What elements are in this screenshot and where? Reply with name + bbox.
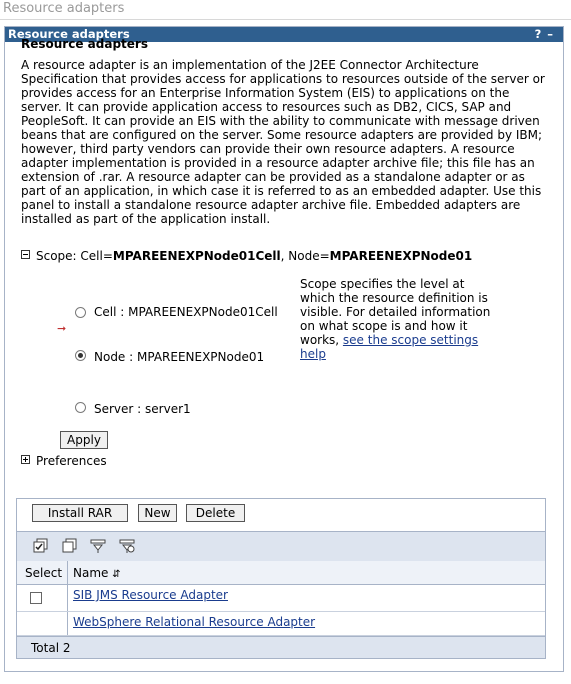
adapter-link[interactable]: SIB JMS Resource Adapter [73,588,228,602]
panel-tools [535,27,559,42]
name-column-header[interactable] [73,566,121,580]
show-filter-icon[interactable] [90,538,106,554]
delete-button[interactable]: Delete [186,504,245,522]
scope-label-cell: Cell : MPAREENEXPNode01Cell [94,305,278,319]
scope-node: MPAREENEXPNode01 [329,249,473,263]
scope-cell: MPAREENEXPNode01Cell [112,249,281,263]
table-row [17,612,545,636]
expand-preferences-icon[interactable] [21,455,30,464]
adapter-link[interactable]: WebSphere Relational Resource Adapter [73,615,316,629]
table-header-row [17,561,545,585]
row-select-checkbox[interactable] [30,592,42,604]
scope-radio-node[interactable] [75,350,86,361]
scope-summary [21,249,472,263]
help-icon[interactable]: ? [534,27,548,41]
page-title: Resource adapters [3,1,125,16]
scope-node-prefix: , Node= [280,249,330,263]
scope-settings-help-link[interactable]: see the scope settings help [300,333,479,361]
preferences-toggle[interactable] [21,454,107,468]
panel-header-title: Resource adapters [8,27,130,41]
scope-prefix: Scope: Cell= [36,249,113,263]
total-count: Total 2 [31,641,71,655]
scope-radio-cell[interactable] [75,307,86,318]
title-divider [0,19,571,20]
install-rar-button[interactable]: Install RAR [32,504,128,522]
name-column-label: Name [73,566,109,580]
collapse-scope-icon[interactable] [21,250,30,259]
new-button[interactable]: New [138,504,177,522]
preferences-label: Preferences [36,454,107,468]
sort-icon[interactable]: ⇵ [112,569,121,580]
minimize-icon[interactable]: – [547,27,559,41]
current-scope-arrow-icon: ➞ [57,322,67,335]
scope-radio-server[interactable] [75,402,86,413]
icon-toolbar [17,531,545,562]
panel-description: A resource adapter is an implementation of the J2EE Connector Architecture Specification that provides access for applications to resources outside of the server or provides access for an Enterprise Information System (EIS) to applications on the server. It can provide application access to resources such as DB2, CICS, SAP and PeopleSoft. It can provide an EIS with the ability to communicate with message driven beans that are configured on the server. Some resource adapters are provided by IBM; however, third party vendors can provide their own resource adapters. A resource adapter implementation is provided in a resource adapter archive file; this file has an extension of .rar. A resource adapter can be provided as a standalone adapter or as part of an application, in which case it is referred to as an embedded adapter. Use this panel to install a standalone resource adapter archive file. Embedded adapters are installed as part of the application install. [21,58,545,226]
select-all-icon[interactable] [33,538,49,554]
scope-help-body: Scope specifies the level at which the resource definition is visible. For detailed information on what scope is and how it works, [300,277,491,347]
clear-filter-icon[interactable] [119,538,135,554]
table-footer [17,636,545,659]
table-row [17,585,545,612]
content-heading: Resource adapters [21,37,148,51]
scope-label-node: Node : MPAREENEXPNode01 [94,350,265,364]
select-column-header: Select [25,566,63,580]
scope-label-server: Server : server1 [94,402,191,416]
apply-button[interactable]: Apply [60,431,108,449]
deselect-all-icon[interactable] [62,538,78,554]
scope-help-text [300,277,495,361]
